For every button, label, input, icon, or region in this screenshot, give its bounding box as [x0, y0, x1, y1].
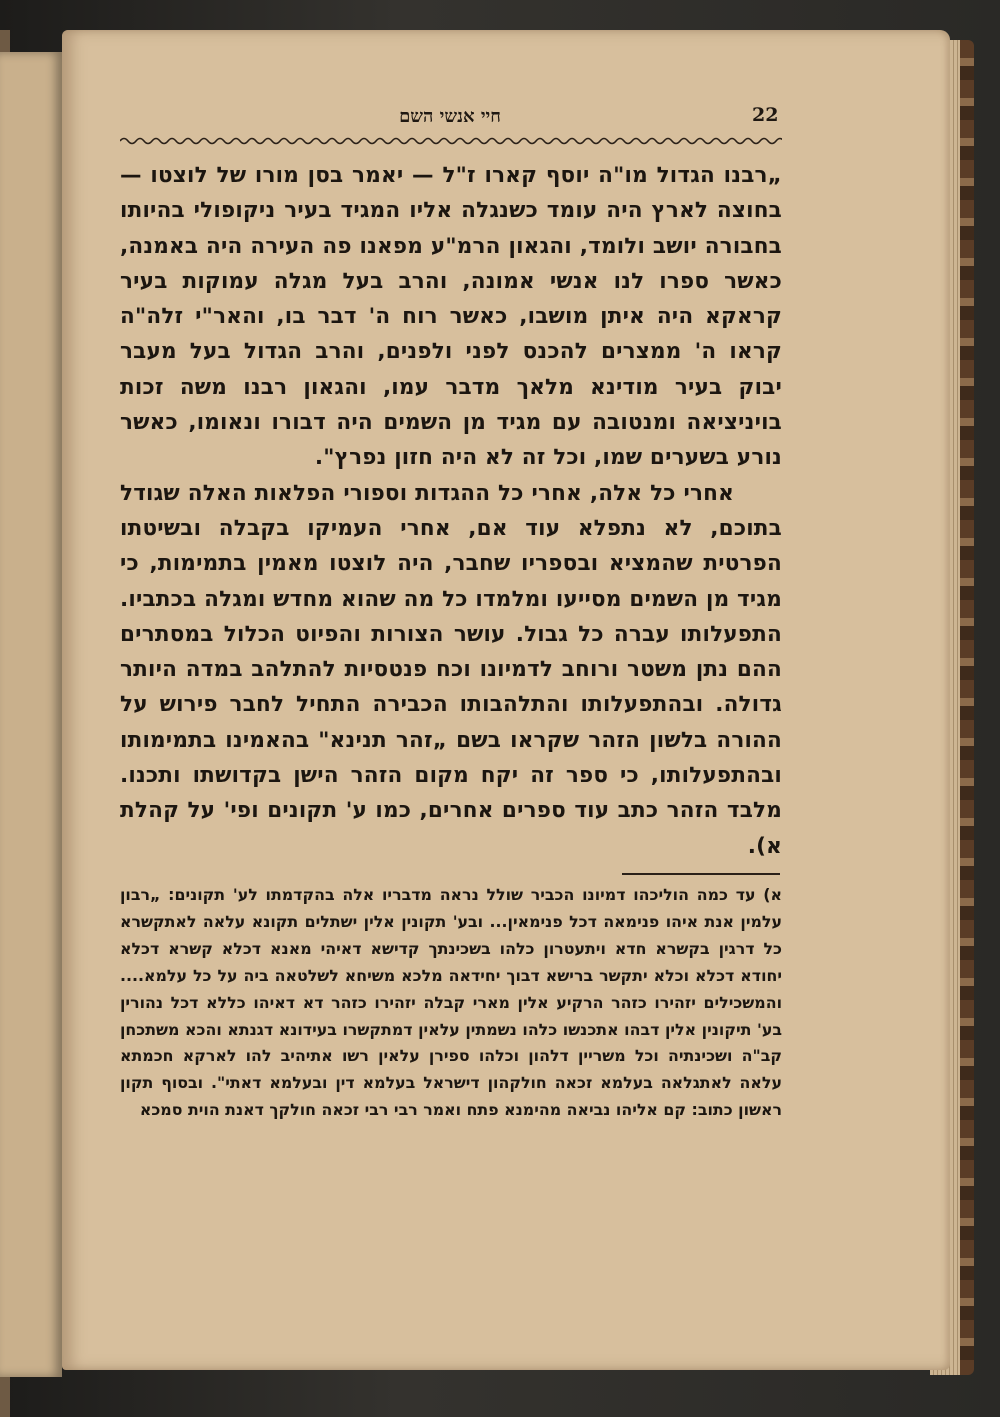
book-spine-edge	[960, 40, 974, 1375]
page-number: 22	[752, 104, 779, 126]
main-text	[120, 158, 782, 864]
paragraph: אחרי כל אלה, אחרי כל ההגדות וספורי הפלאות האלה שגודל בתוכם, לא נתפלא עוד אם, אחרי העמיקו בקבלה ובשיטתו הפרטית שהמציא ובספריו שחבר, היה לוצטו מאמין בתמימות, כי מגיד מן השמים מסייעו ומלמדו כל מה שהוא מחדש ומגלה בכתביו. התפעלותו עברה כל גבול. עושר הצורות והפיוט הכלול במסתרים ההם נתן משטר ורוחב לדמיונו וכח פנטסיות להתלהב במדה היותר גדולה. ובהתפעלותו והתלהבותו הכבירה התחיל לחבר פירוש על ההורה בלשון הזהר שקראו בשם „זהר תנינא" בהאמינו בתמימותו ובהתפעלותו, כי ספר זה יקח מקום הזהר הישן בקדושתו ותכנו. מלבד הזהר כתב עוד ספרים אחרים, כמו ע' תקונים ופי' על קהלת א).	[120, 480, 782, 859]
footnote-separator	[622, 873, 780, 875]
footnote	[120, 882, 782, 1124]
running-title: חיי אנשי השם	[399, 106, 501, 127]
facing-page	[0, 52, 62, 1377]
paragraph: „רבנו הגדול מו"ה יוסף קארו ז"ל — יאמר בסן מורו של לוצטו — בחוצה לארץ היה עומד כשנגלה אליו המגיד בעיר ניקופולי בהיותו בחבורה יושב ולומד, והגאון הרמ"ע מפאנו פה העירה היה באמנה, כאשר ספרו לנו אנשי אמונה, והרב בעל מגלה עמוקות בעיר קראקא היה איתן מושבו, כאשר רוח ה' דבר בו, והאר"י זלה"ה קראו ה' ממצרים להכנס לפני ולפנים, והרב הגדול בעל מעבר יבוק בעיר מודינא מלאך מדבר עמו, והגאון רבנו משה זכות בויניציאה ומנטובה עם מגיד מן השמים היה דבורו ונאומו, כאשר נורע בשערים שמו, וכל זה לא היה חזון נפרץ".	[120, 163, 782, 471]
decorative-wave-rule	[120, 134, 782, 148]
page-header	[120, 100, 780, 132]
footnote-text: א) עד כמה הוליכהו דמיונו הכביר שולל נראה מדבריו אלה בהקדמתו לע' תקונים: „רבון עלמין אנת איהו פנימאה דכל פנימאין... ובע' תקונין אלין ישתלים תקונא עלאה לאתקשרא כל דרגין בקשרא חדא ויתעטרון כלהו בשכינתך קדישא דאיהי מאנא דכלא קשרא דכלא יחודא דכלא וכלא יתקשר ברישא דבוך יחידאה מלכא משיחא לשלטאה ביה על כל עלמא.... והמשכילים יזהירו כזהר הרקיע אלין מארי קבלה יזהירו כזהר דא דאיהו כללא דכל נהורין בע' תיקונין אלין דבהו אתכנשו כלהו נשמתין עלאין דמתקשרו בעידונא דגנתא והכא משתכחן קב"ה ושכינתיה וכל משריין דלהון וכלהו ספירן עלאין רשו אתיהיב להו לארקא חכמתא עלאה לאתגלאה בעלמא זכאה חולקהון דישראל בעלמא דין ובעלמא דאתי". ובסוף תקון ראשון כתוב: קם אליהו נביאה מהימנא פתח ואמר רבי רבי זכאה חולקך דאנת הוית סמכא	[120, 885, 782, 1120]
